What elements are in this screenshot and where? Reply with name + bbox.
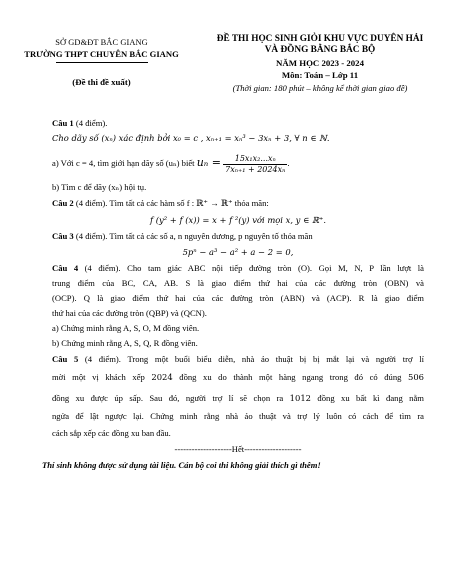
department-name: SỞ GD&ĐT BẮC GIANG bbox=[55, 38, 148, 47]
exam-title-line2: VÀ ĐỒNG BẰNG BẮC BỘ bbox=[264, 45, 376, 55]
q1-part-a-text: a) Với c = 4, tìm giới hạn dãy số (uₙ) biết bbox=[52, 158, 195, 168]
header-right bbox=[196, 34, 444, 93]
q4-line-4: thứ hai của các đường tròn (QBP) và (QCN). bbox=[52, 308, 207, 318]
school-year: NĂM HỌC 2023 - 2024 bbox=[276, 58, 364, 68]
exam-title-line1: ĐỀ THI HỌC SINH GIỎI KHU VỰC DUYÊN HẢI bbox=[216, 34, 424, 44]
q2-points: (4 điểm). bbox=[75, 198, 108, 208]
q5-line-2-a: mời một vị khách xếp bbox=[52, 372, 145, 382]
q5-line-2 bbox=[52, 370, 424, 385]
q5-line-3-b: đồng xu bất kì đang nằm bbox=[317, 393, 424, 403]
q4-label: Câu 4 bbox=[52, 263, 79, 273]
q5-number-facedown: 506 bbox=[408, 372, 424, 382]
header-left bbox=[14, 38, 189, 87]
q1-points: (4 điểm). bbox=[75, 118, 108, 128]
q2-text: Tìm tất cả các hàm số f : ℝ⁺ → ℝ⁺ thỏa mãn: bbox=[109, 198, 269, 208]
q5-number-coins: 2024 bbox=[151, 372, 173, 382]
q2-label: Câu 2 bbox=[52, 198, 74, 208]
q3-equation-text: 5pⁿ − a³ − a² + a − 2 = 0, bbox=[182, 247, 294, 257]
proposal-label: (Đề thi đề xuất) bbox=[72, 77, 131, 87]
q4-line-2: trung điểm của BC, CA, AB. S là giao điểm thứ hai của các đường tròn (OBN) và bbox=[52, 278, 424, 288]
q3-points: (4 điểm). bbox=[75, 231, 108, 241]
q1-fraction-numerator: 15x₁x₂...xₙ bbox=[223, 154, 287, 165]
q1-fraction-denominator: 7xₙ₊₁ + 2024xₙ bbox=[225, 164, 286, 174]
q3-heading bbox=[52, 229, 424, 244]
q4-line-1 bbox=[52, 261, 424, 276]
q5-line-1-text: Trong một buổi biểu diễn, nhà ảo thuật bị bị mắt lại và người trợ lí bbox=[127, 354, 424, 364]
q1-intro bbox=[52, 131, 424, 146]
q4-points: (4 điểm). bbox=[84, 263, 121, 273]
q1-label: Câu 1 bbox=[52, 118, 74, 128]
q1-part-a: a) Với c = 4, tìm giới hạn dãy số (uₙ) biết uₙ = $\frac{\text{15x₁x₂...xₙ}}{\text{7xₙ₊₁ + 2024xₙ}}$ . bbox=[52, 153, 290, 174]
q5-line-3-a: đồng xu được úp sấp. Sau đó, người trợ lí sẽ chọn ra bbox=[52, 393, 284, 403]
q4-part-a: a) Chứng minh rằng A, S, O, M đồng viên. bbox=[52, 323, 200, 333]
header-underline bbox=[56, 62, 148, 63]
q4-line-1-text: Cho tam giác ABC nội tiếp đường tròn (O). Gọi M, N, P lần lượt là bbox=[127, 263, 424, 273]
q5-line-3 bbox=[52, 391, 424, 406]
q5-line-2-b: đồng xu do thành một hàng ngang trong đó có đúng bbox=[179, 372, 402, 382]
subject-grade: Môn: Toán – Lớp 11 bbox=[281, 70, 359, 80]
q2-equation-text: f (y² + f (x)) = x + f ²(y) với mọi x, y ∈ ℝ⁺. bbox=[150, 215, 326, 225]
q2-equation bbox=[52, 213, 424, 228]
q4-line-3: (OCP). Q là giao điểm thứ hai của các đường tròn (ABN) và (ACP). R là giao điểm bbox=[52, 293, 424, 303]
q1-part-a-fraction bbox=[223, 154, 287, 175]
q3-text: Tìm tất cả các số a, n nguyên dương, p nguyên tố thỏa mãn bbox=[109, 231, 313, 241]
q5-points: (4 điểm). bbox=[84, 354, 121, 364]
q5-line-4: ngửa để lật ngược lại. Chứng minh rằng nhà ảo thuật và trợ lý luôn có cách để tìm ra bbox=[52, 411, 424, 421]
q5-line-5: cách sắp xếp các đồng xu ban đầu. bbox=[52, 428, 171, 438]
q2-heading bbox=[52, 196, 424, 211]
q1-heading bbox=[52, 116, 424, 131]
q4-part-b: b) Chứng minh rằng A, S, Q, R đồng viên. bbox=[52, 338, 198, 348]
q1-intro-text: Cho dãy số (xₙ) xác định bởi x₀ = c , xₙ₊₁ = xₙ³ − 3xₙ + 3, ∀ n ∈ ℕ. bbox=[52, 133, 330, 143]
school-name: TRƯỜNG THPT CHUYÊN BẮC GIANG bbox=[24, 49, 179, 59]
q5-line-1 bbox=[52, 352, 424, 367]
q1-part-a-lhs: uₙ = bbox=[196, 156, 221, 169]
q3-label: Câu 3 bbox=[52, 231, 74, 241]
exam-duration: (Thời gian: 180 phút – không kể thời gian giao đề) bbox=[232, 83, 408, 93]
q1-part-b: b) Tìm c để dãy (xₙ) hội tụ. bbox=[52, 182, 147, 192]
q5-number-flip: 1012 bbox=[289, 393, 311, 403]
footer-note: Thí sinh không được sử dụng tài liệu. Cán bộ coi thi không giải thích gì thêm! bbox=[42, 460, 321, 470]
q5-label: Câu 5 bbox=[52, 354, 79, 364]
end-mark: --------------------Hết-------------------- bbox=[174, 444, 302, 454]
q3-equation bbox=[52, 245, 424, 260]
